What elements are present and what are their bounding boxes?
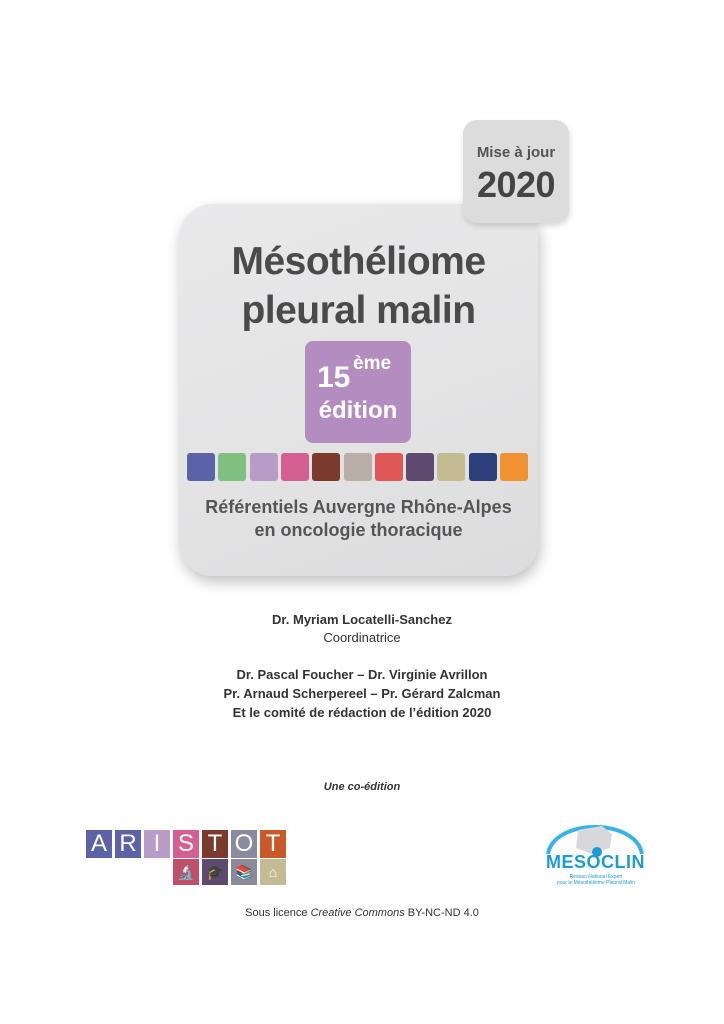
graduation-cap-icon: 🎓 bbox=[202, 859, 228, 885]
mesoclin-tagline-2: pour le Mésothéliome Pleural Malin bbox=[556, 880, 636, 886]
coordinator-role: Coordinatrice bbox=[323, 630, 401, 645]
edition-number: 15 bbox=[317, 361, 351, 394]
mesoclin-tagline-1: Réseau National Expert bbox=[569, 874, 623, 880]
subtitle-line-2: en oncologie thoracique bbox=[254, 520, 463, 540]
color-swatch bbox=[312, 453, 340, 481]
authors-line-1: Dr. Pascal Foucher – Dr. Virginie Avrillon bbox=[236, 667, 488, 682]
aristot-letter: A bbox=[86, 830, 112, 858]
edition-suffix: ème bbox=[353, 353, 392, 374]
title-line-2: pleural malin bbox=[241, 289, 476, 332]
license-prefix: Sous licence bbox=[245, 907, 311, 919]
color-swatch bbox=[437, 453, 465, 481]
color-swatch bbox=[500, 453, 528, 481]
aristot-letter: T bbox=[260, 830, 286, 858]
license-line bbox=[0, 907, 724, 919]
title-line-1: Mésothéliome bbox=[231, 240, 486, 283]
mesoclin-name: MESOCLIN bbox=[546, 852, 646, 872]
color-swatch bbox=[281, 453, 309, 481]
aristot-letter: I bbox=[144, 830, 170, 858]
color-swatch bbox=[344, 453, 372, 481]
aristot-letter: T bbox=[202, 830, 228, 858]
authors-line-2: Pr. Arnaud Scherpereel – Pr. Gérard Zalcman bbox=[223, 686, 501, 701]
color-swatch bbox=[250, 453, 278, 481]
license-suffix: BY-NC-ND 4.0 bbox=[404, 907, 479, 919]
update-badge bbox=[463, 120, 569, 223]
color-swatch bbox=[375, 453, 403, 481]
authors-line-3: Et le comité de rédaction de l’édition 2020 bbox=[232, 705, 492, 720]
color-swatch bbox=[218, 453, 246, 481]
color-swatch bbox=[406, 453, 434, 481]
license-italic: Creative Commons bbox=[310, 907, 405, 919]
france-map-icon: ⌂ bbox=[260, 859, 286, 885]
coordinator-name: Dr. Myriam Locatelli-Sanchez bbox=[272, 612, 452, 627]
coedition-label: Une co-édition bbox=[323, 781, 401, 793]
subtitle-line-1: Référentiels Auvergne Rhône-Alpes bbox=[205, 497, 512, 517]
aristot-letter: R bbox=[115, 830, 141, 858]
books-icon: 📚 bbox=[231, 859, 257, 885]
color-swatch bbox=[469, 453, 497, 481]
aristot-letter: O bbox=[231, 830, 257, 858]
mesoclin-arc-icon bbox=[540, 808, 650, 858]
aristot-letter: S bbox=[173, 830, 199, 858]
update-label: Mise à jour bbox=[476, 144, 556, 161]
update-year: 2020 bbox=[476, 164, 556, 205]
microscope-icon: 🔬 bbox=[173, 859, 199, 885]
color-swatch bbox=[187, 453, 215, 481]
edition-badge bbox=[305, 341, 411, 443]
edition-word: édition bbox=[318, 397, 398, 424]
